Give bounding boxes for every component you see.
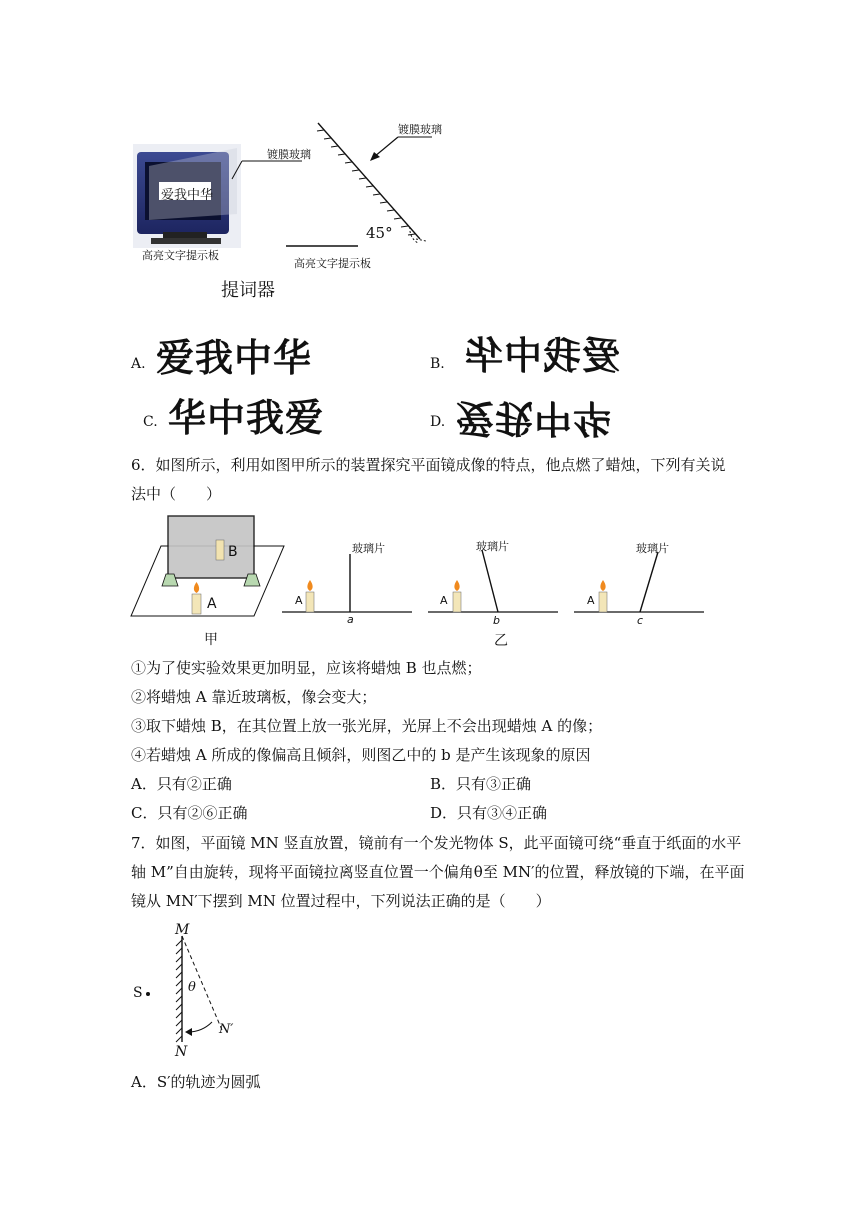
flame [454,580,459,591]
flame [600,580,605,591]
glass-arrow [374,137,398,157]
mirror-hatching [176,940,182,1042]
candle-a-label: A [207,596,217,612]
question-7-line3: 镜从 MN′下摆到 MN 位置过程中，下列说法正确的是（ ） [131,892,551,910]
coated-glass-label-diagram: 镀膜玻璃 [398,123,442,136]
q6-option-c: C．只有②⑥正确 [131,804,248,822]
statement-3: ③取下蜡烛 B，在其位置上放一张光屏，光屏上不会出现蜡烛 A 的像； [131,717,603,735]
label-n: N [175,1044,188,1060]
candle-a [192,594,201,614]
teleprompter-diagram [220,115,450,275]
flame [307,580,312,591]
candle-b-label: B [228,544,238,560]
figure-caption: 提词器 [221,280,275,301]
coated-glass-line [318,123,420,239]
swing-arrowhead [185,1028,192,1036]
monitor-text: 爱我中华 [161,188,214,203]
glass-label-c: 玻璃片 [636,542,669,555]
board-label-diagram: 高亮文字提示板 [294,257,371,270]
label-theta: θ [188,980,196,995]
label-a: a [347,613,354,626]
option-text: 爱我中华 [156,336,313,380]
question-6-stem-line2: 法中（ ） [131,485,222,503]
label-c: c [637,614,644,627]
option-text-rotated: 爱我中华 [456,396,613,440]
candle [453,592,461,612]
angle-label: 45° [366,224,393,242]
question-7-line1: 7．如图，平面镜 MN 竖直放置，镜前有一个发光物体 S，此平面镜可绕“垂直于纸面的水平 [131,834,742,852]
figure-jia [128,512,290,648]
glass-hatching [317,130,415,235]
option-letter: A. [131,356,146,372]
coated-glass-label-photo: 镀膜玻璃 [267,148,311,161]
question-7-line2: 轴 M”自由旋转，现将平面镜拉离竖直位置一个偏角θ至 MN′的位置，释放镜的下端，在平面 [131,863,745,881]
option-text-mirrored: 爱我中华 [463,334,620,378]
label-n-prime: N′ [219,1022,234,1037]
option-text: 华中我爱 [168,396,325,440]
glass-tilted-back [482,550,498,612]
candle-label: A [295,594,303,607]
statement-2: ②将蜡烛 A 靠近玻璃板，像会变大； [131,688,377,706]
label-yi: 乙 [494,633,508,649]
statement-4: ④若蜡烛 A 所成的像偏高且倾斜，则图乙中的 b 是产生该现象的原因 [131,746,591,764]
glass-label-b: 玻璃片 [476,540,509,553]
statement-1: ①为了使实验效果更加明显，应该将蜡烛 B 也点燃； [131,659,482,677]
glass-tilted-forward [640,552,658,612]
q7-option-a: A．S′的轨迹为圆弧 [131,1073,261,1091]
label-b: b [493,614,500,627]
candle-label: A [587,594,595,607]
board-label-photo: 高亮文字提示板 [142,249,219,262]
label-jia: 甲 [204,632,218,648]
candle-label: A [440,594,448,607]
candle-a-flame [194,582,199,593]
label-s: S [133,985,143,1001]
point-s [146,992,150,996]
q6-option-b: B．只有③正确 [430,775,532,793]
glass-label-a: 玻璃片 [352,542,385,555]
candle [599,592,607,612]
q6-option-d: D．只有③④正确 [430,804,548,822]
question-6-stem-line1: 6．如图所示，利用如图甲所示的装置探究平面镜成像的特点，他点燃了蜡烛，下列有关说 [131,456,726,474]
glass-plate [168,516,254,578]
q6-option-a: A．只有②正确 [131,775,232,793]
candle-b [216,540,224,560]
photo-pointer-line [232,161,242,179]
option-letter: D. [430,414,446,430]
candle [306,592,314,612]
option-letter: C. [143,414,158,430]
option-letter: B. [430,356,445,372]
label-m: M [175,922,190,938]
